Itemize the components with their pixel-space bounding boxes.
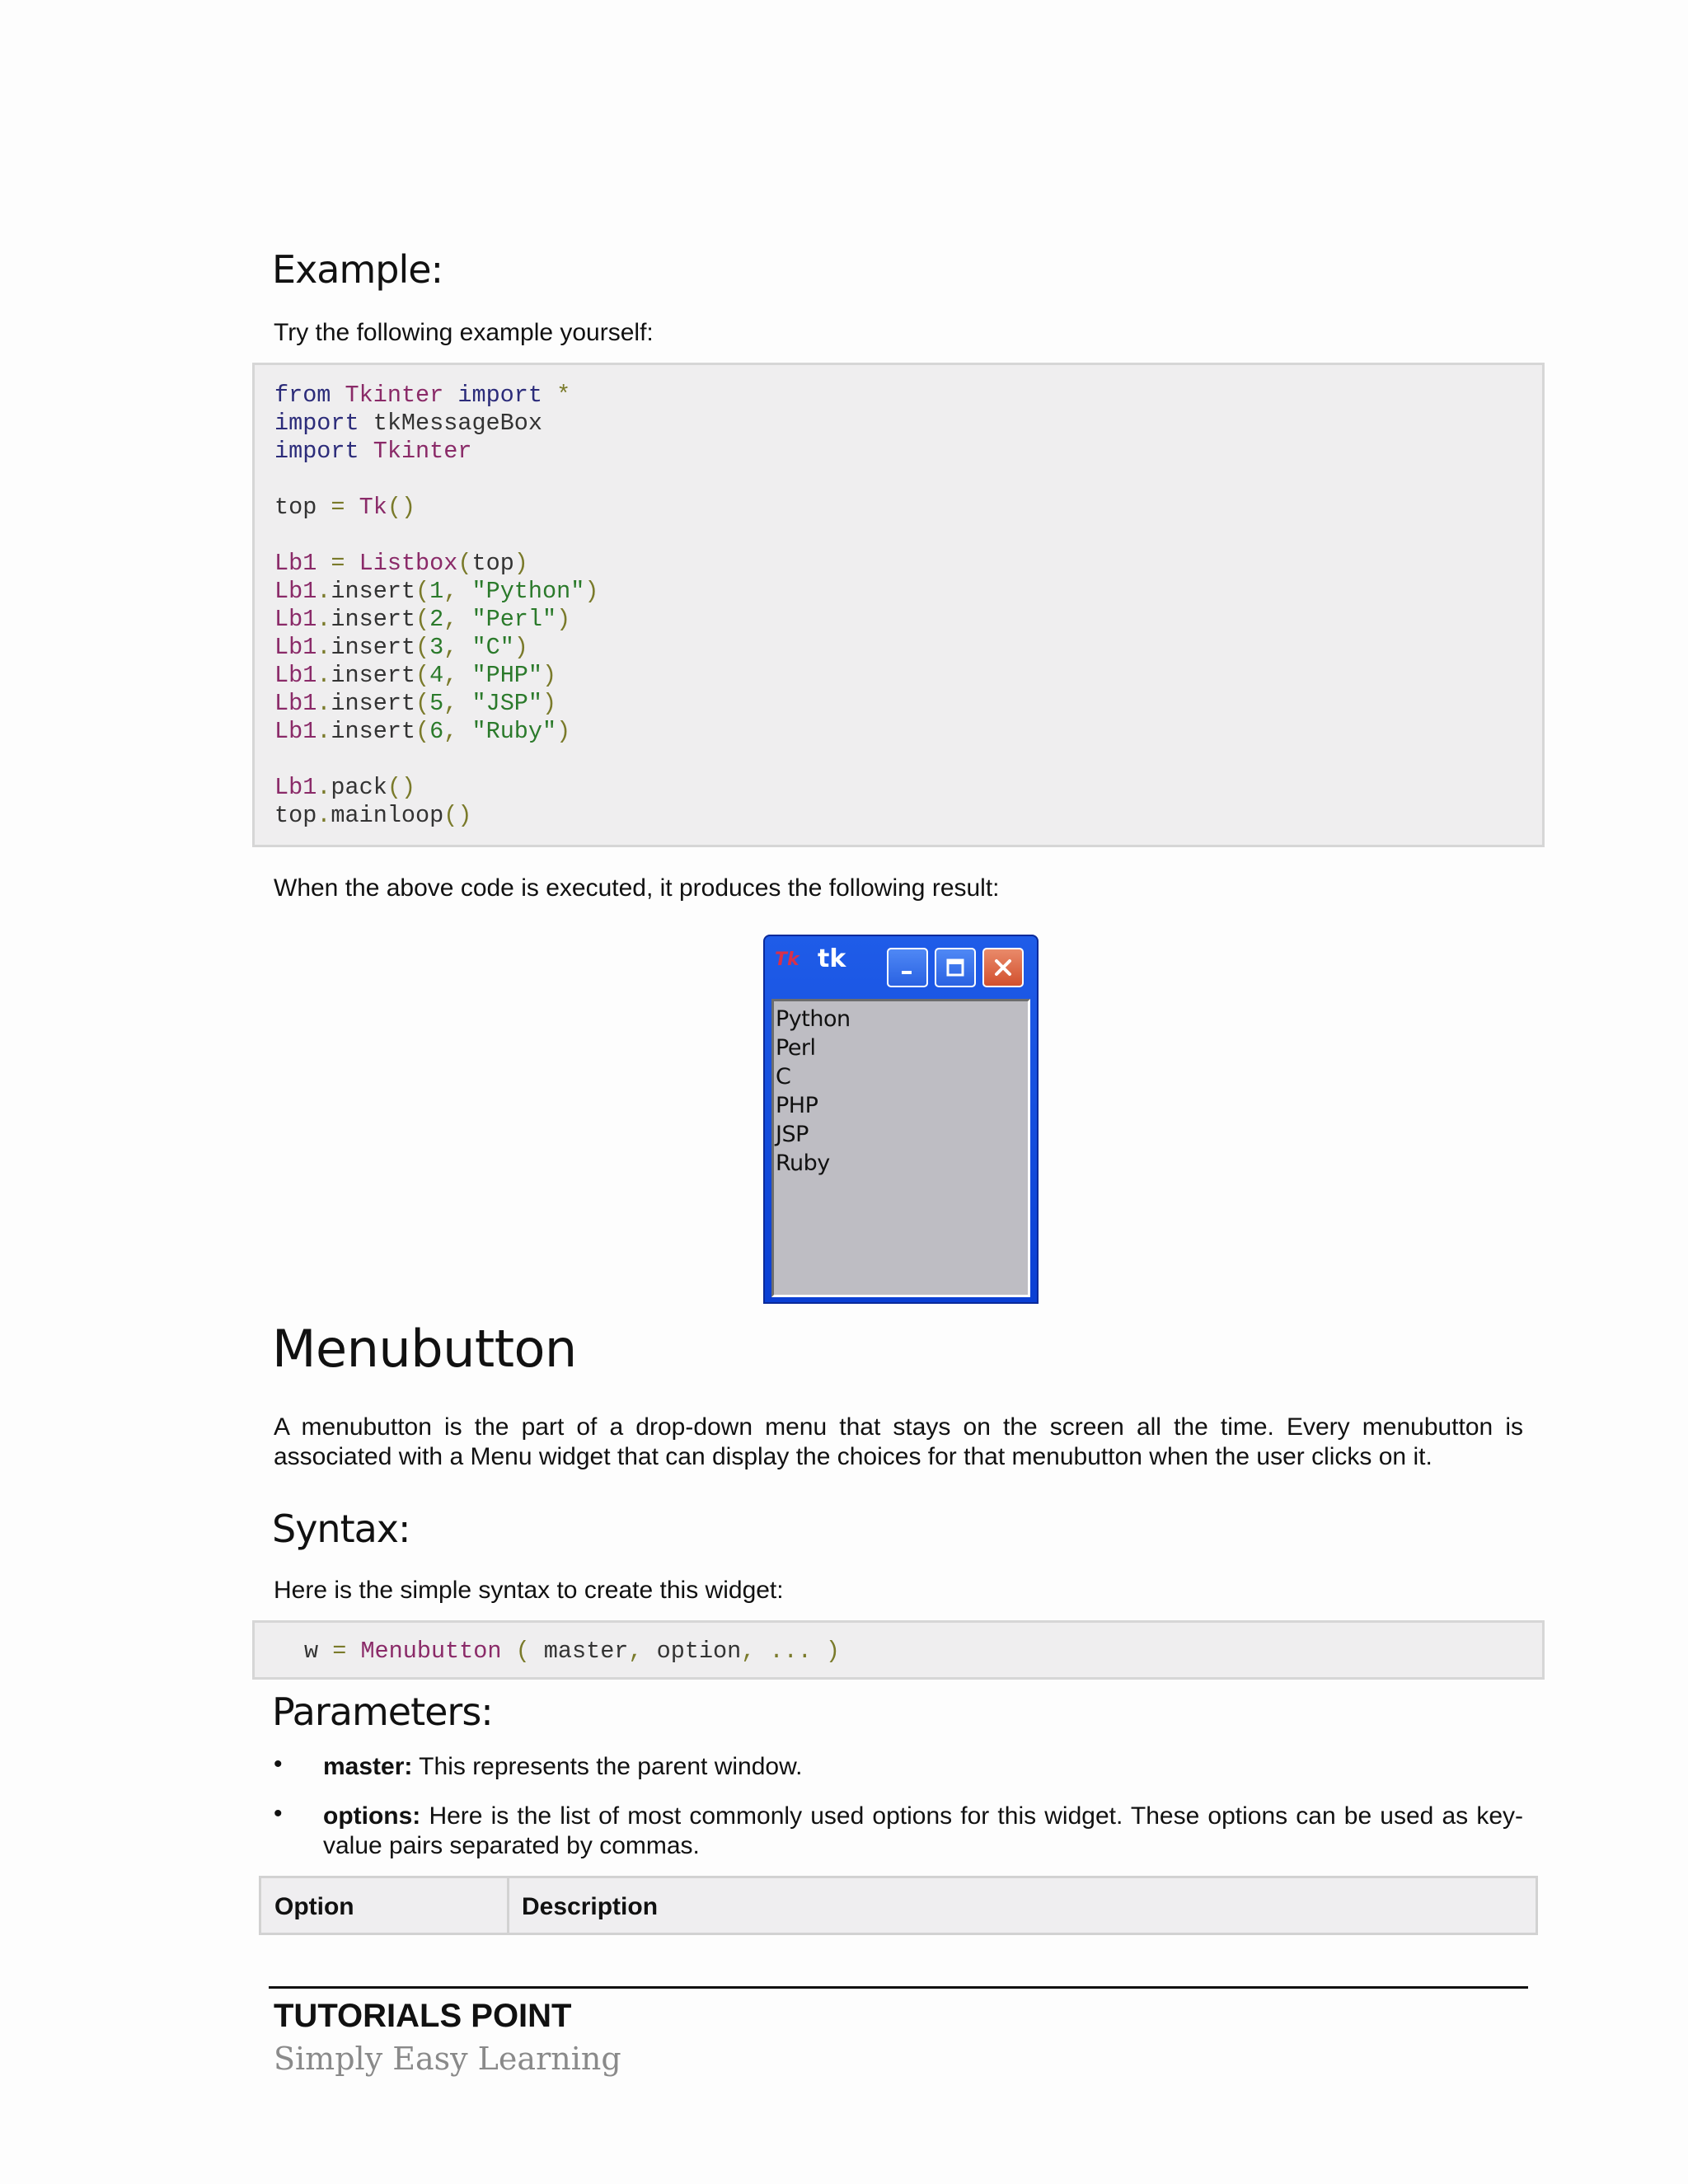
minimize-icon <box>898 958 917 977</box>
close-button[interactable] <box>982 948 1024 987</box>
example-heading: Example: <box>272 247 443 292</box>
tk-logo-icon: Tk <box>775 949 799 970</box>
syntax-heading: Syntax: <box>272 1507 410 1551</box>
bullet: • <box>274 1750 283 1778</box>
code-line: Lb1.insert(4, "PHP") <box>274 662 557 689</box>
listbox-item[interactable]: JSP <box>776 1122 809 1147</box>
bullet: • <box>274 1800 283 1827</box>
listbox-item[interactable]: C <box>776 1064 791 1090</box>
table-header-option: Option <box>274 1893 354 1920</box>
example-intro: Try the following example yourself: <box>274 319 654 346</box>
code-line <box>274 466 598 494</box>
code-block-example <box>252 363 1545 847</box>
parameters-heading: Parameters: <box>272 1690 493 1734</box>
code-line: Lb1.pack() <box>274 774 416 801</box>
menubutton-description: A menubutton is the part of a drop-down menu that stays on the screen all the time. Every menubutton is associated with a Menu widget that can display the choices for that menubutton when the user clicks on it. <box>274 1413 1523 1470</box>
code-line: Lb1.insert(3, "C") <box>274 634 528 661</box>
result-intro: When the above code is executed, it produces the following result: <box>274 874 1000 902</box>
code-line: Lb1.insert(6, "Ruby") <box>274 718 571 745</box>
code-line <box>274 522 598 550</box>
listbox-item[interactable]: PHP <box>776 1093 818 1118</box>
param-term: options: <box>323 1802 421 1830</box>
tk-window-title: tk <box>818 944 846 973</box>
footer-brand: TUTORIALS POINT <box>274 1998 572 2034</box>
param-text: This represents the parent window. <box>412 1753 803 1780</box>
footer-tagline: Simply Easy Learning <box>274 2041 621 2077</box>
param-text: Here is the list of most commonly used options for this widget. These options can be used as key-value pairs separated by commas. <box>323 1802 1523 1859</box>
footer-rule <box>269 1986 1528 1989</box>
maximize-icon <box>945 957 966 978</box>
code-line: Lb1.insert(2, "Perl") <box>274 606 571 633</box>
table-column-divider <box>507 1878 509 1933</box>
code-line: top = Tk() <box>274 494 416 521</box>
code-line: Lb1.insert(5, "JSP") <box>274 690 557 717</box>
listbox[interactable] <box>771 999 1030 1297</box>
tk-window <box>763 935 1039 1304</box>
options-table <box>259 1876 1538 1935</box>
code-line: Lb1.insert(1, "Python") <box>274 578 599 605</box>
listbox-item[interactable]: Ruby <box>776 1151 830 1176</box>
code-line: top.mainloop() <box>274 802 472 829</box>
syntax-code <box>304 1638 840 1666</box>
code-line <box>274 746 598 774</box>
code-block-syntax <box>252 1620 1545 1680</box>
maximize-button[interactable] <box>935 948 976 987</box>
listbox-item[interactable]: Perl <box>776 1035 816 1061</box>
syntax-intro: Here is the simple syntax to create this widget: <box>274 1577 784 1604</box>
code-line: from Tkinter import * <box>274 382 571 409</box>
code-line: import Tkinter <box>274 438 472 465</box>
code-line: w = Menubutton ( master, option, ... ) <box>304 1638 841 1665</box>
table-header-description: Description <box>522 1893 659 1920</box>
param-term: master: <box>323 1753 413 1780</box>
menubutton-heading: Menubutton <box>272 1319 577 1379</box>
code-line: Lb1 = Listbox(top) <box>274 550 528 577</box>
code-listing <box>274 382 598 830</box>
code-line: import tkMessageBox <box>274 410 542 437</box>
minimize-button[interactable] <box>887 948 928 987</box>
listbox-item[interactable]: Python <box>776 1006 851 1032</box>
close-icon <box>992 957 1014 978</box>
